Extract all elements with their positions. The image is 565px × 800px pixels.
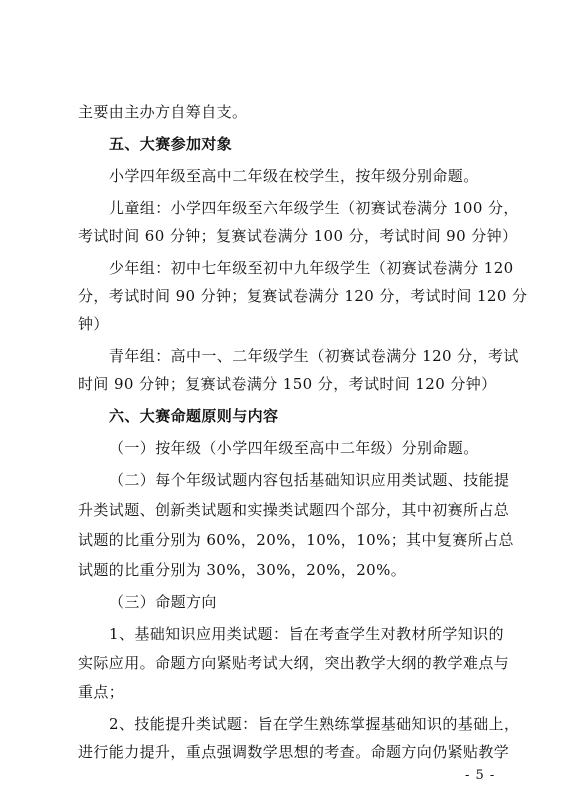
body-text: 时间 90 分钟；复赛试卷满分 150 分，考试时间 120 分钟） xyxy=(78,375,497,393)
body-text: （一）按年级（小学四年级至高中二年级）分别命题。 xyxy=(109,439,479,457)
body-text: （二）每个年级试题内容包括基础知识应用类试题、技能提 xyxy=(109,471,510,489)
body-text: 钟） xyxy=(78,315,109,333)
body-text: 考试时间 60 分钟；复赛试卷满分 100 分，考试时间 90 分钟） xyxy=(78,227,518,245)
body-text: 进行能力提升，重点强调数学思想的考查。命题方向仍紧贴教学 xyxy=(78,743,510,761)
body-text: 2、技能提升类试题：旨在学生熟练掌握基础知识的基础上， xyxy=(109,715,520,733)
body-text: 少年组：初中七年级至初中九年级学生（初赛试卷满分 120 xyxy=(109,259,514,277)
body-text: 1、基础知识应用类试题：旨在考查学生对教材所学知识的 xyxy=(109,625,504,643)
body-text: 实际应用。命题方向紧贴考试大纲，突出教学大纲的教学难点与 xyxy=(78,654,510,672)
body-text: 试题的比重分别为 60%，20%，10%，10%；其中复赛所占总 xyxy=(78,531,514,549)
section-heading: 五、大赛参加对象 xyxy=(109,135,233,153)
body-text: 青年组：高中一、二年级学生（初赛试卷满分 120 分，考试 xyxy=(109,347,519,365)
body-text: 试题的比重分别为 30%，30%，20%，20%。 xyxy=(78,561,407,579)
body-text: 儿童组：小学四年级至六年级学生（初赛试卷满分 100 分， xyxy=(109,199,519,217)
body-text: 分，考试时间 90 分钟；复赛试卷满分 120 分，考试时间 120 分 xyxy=(78,287,528,305)
body-text: 小学四年级至高中二年级在校学生，按年级分别命题。 xyxy=(109,167,479,185)
body-text: 重点； xyxy=(78,683,125,701)
body-text: （三）命题方向 xyxy=(109,593,217,611)
page-number: - 5 - xyxy=(465,768,496,783)
body-text: 升类试题、创新类试题和实操类试题四个部分，其中初赛所占总 xyxy=(78,501,510,519)
body-text: 主要由主办方自筹自支。 xyxy=(78,103,248,121)
section-heading: 六、大赛命题原则与内容 xyxy=(109,407,279,425)
